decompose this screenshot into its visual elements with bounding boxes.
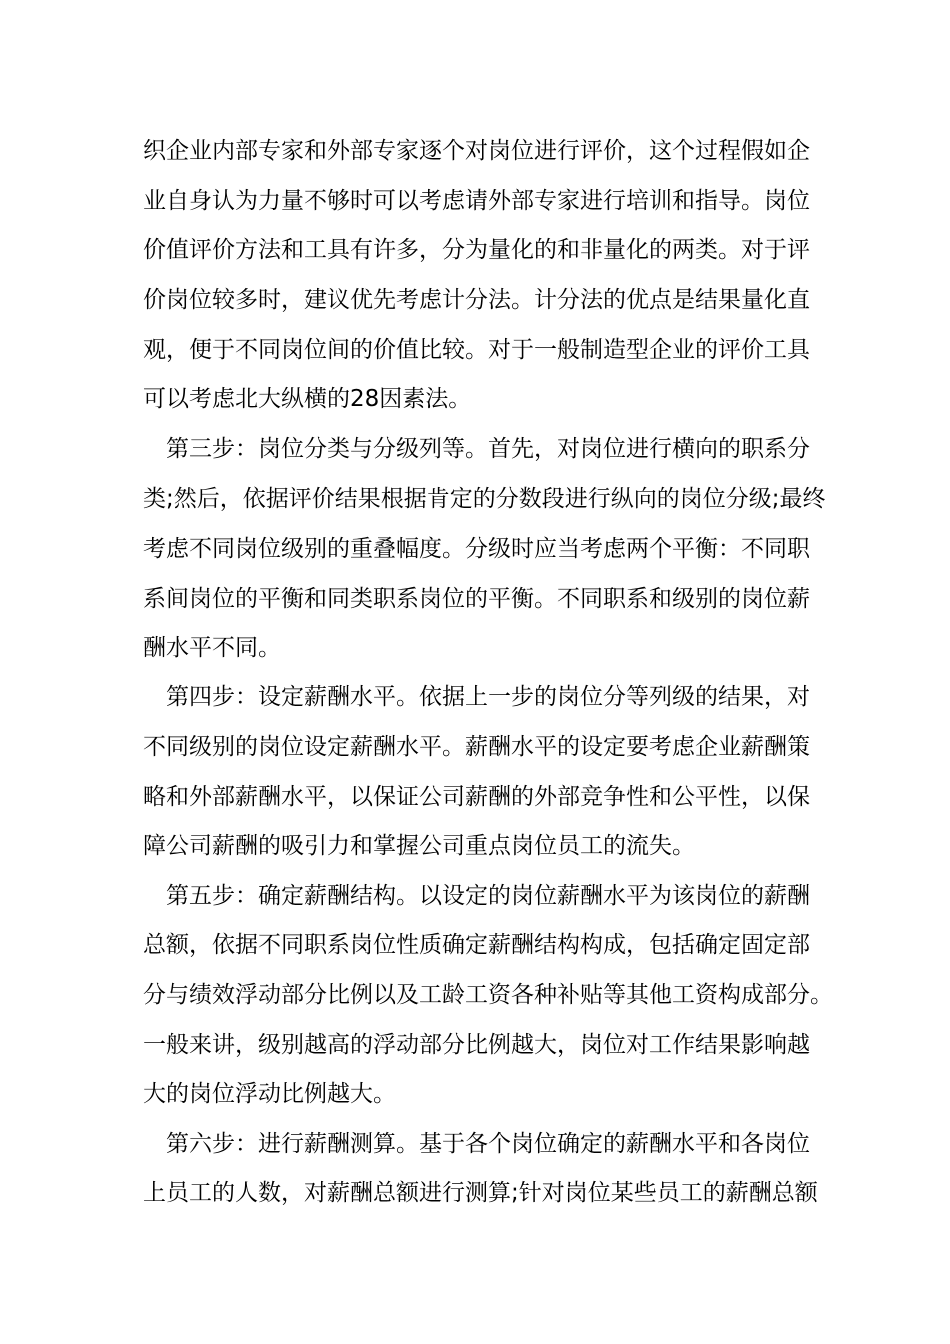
- text-line: 略和外部薪酬水平，以保证公司薪酬的外部竞争性和公平性，以保: [143, 784, 810, 810]
- text-line: 价值评价方法和工具有许多，分为量化的和非量化的两类。对于评: [143, 237, 810, 263]
- text-line: 业自身认为力量不够时可以考虑请外部专家进行培训和指导。岗位: [143, 188, 810, 214]
- text-line: 可以考虑北大纵横的28因素法。: [143, 386, 472, 412]
- text-line: 类;然后，依据评价结果根据肯定的分数段进行纵向的岗位分级;最终: [143, 486, 826, 512]
- text-line: 织企业内部专家和外部专家逐个对岗位进行评价，这个过程假如企: [143, 138, 810, 164]
- text-line: 价岗位较多时，建议优先考虑计分法。计分法的优点是结果量化直: [143, 287, 810, 313]
- text-line: 一般来讲，级别越高的浮动部分比例越大，岗位对工作结果影响越: [143, 1032, 810, 1058]
- paragraph-step-3-first-line: 第三步：岗位分类与分级列等。首先，对岗位进行横向的职系分: [166, 436, 810, 462]
- paragraph-step-5-first-line: 第五步：确定薪酬结构。以设定的岗位薪酬水平为该岗位的薪酬: [166, 883, 810, 909]
- text-line: 障公司薪酬的吸引力和掌握公司重点岗位员工的流失。: [143, 833, 695, 859]
- text-line: 分与绩效浮动部分比例以及工龄工资各种补贴等其他工资构成部分。: [143, 982, 833, 1008]
- text-line: 考虑不同岗位级别的重叠幅度。分级时应当考虑两个平衡：不同职: [143, 536, 810, 562]
- text-line: 酬水平不同。: [143, 635, 281, 661]
- text-line: 系间岗位的平衡和同类职系岗位的平衡。不同职系和级别的岗位薪: [143, 586, 810, 612]
- text-line: 不同级别的岗位设定薪酬水平。薪酬水平的设定要考虑企业薪酬策: [143, 734, 810, 760]
- paragraph-step-4-first-line: 第四步：设定薪酬水平。依据上一步的岗位分等列级的结果，对: [166, 684, 810, 710]
- text-line: 大的岗位浮动比例越大。: [143, 1081, 396, 1107]
- text-line: 观，便于不同岗位间的价值比较。对于一般制造型企业的评价工具: [143, 337, 810, 363]
- text-line: 上员工的人数，对薪酬总额进行测算;针对岗位某些员工的薪酬总额: [143, 1180, 818, 1206]
- text-line: 总额，依据不同职系岗位性质确定薪酬结构构成，包括确定固定部: [143, 932, 810, 958]
- paragraph-step-6-first-line: 第六步：进行薪酬测算。基于各个岗位确定的薪酬水平和各岗位: [166, 1131, 810, 1157]
